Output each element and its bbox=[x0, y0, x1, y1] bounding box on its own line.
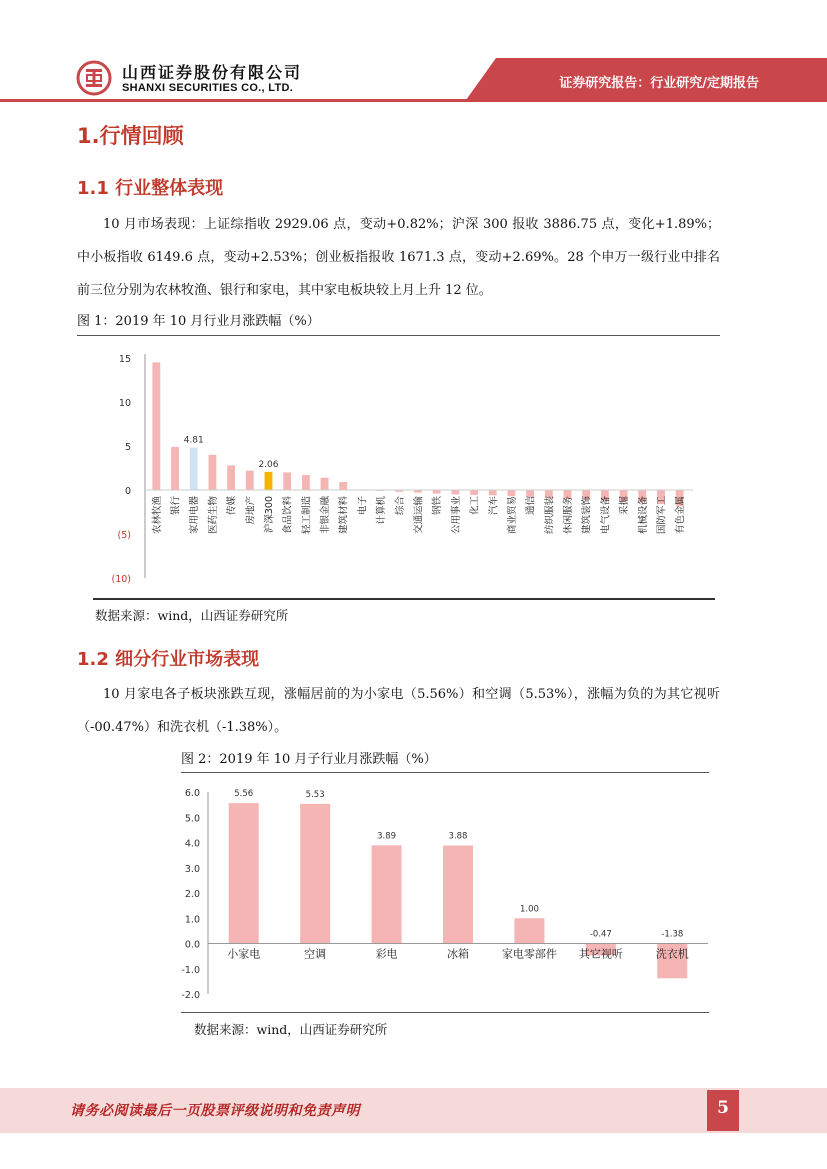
x-tick-label: 国防军工 bbox=[656, 496, 668, 535]
company-name-en: SHANXI SECURITIES CO., LTD. bbox=[122, 82, 294, 94]
x-tick-label: 建筑装饰 bbox=[581, 496, 593, 535]
x-tick-label: 通信 bbox=[525, 496, 537, 516]
x-tick-label: 休闲服务 bbox=[563, 496, 575, 535]
x-tick-label: 非银金融 bbox=[320, 496, 332, 535]
y-tick-label: 1.0 bbox=[184, 914, 200, 926]
x-tick-label: 家用电器 bbox=[189, 496, 201, 535]
figure-1-bottom-rule bbox=[93, 598, 715, 600]
data-label: 1.00 bbox=[519, 904, 539, 915]
bar bbox=[339, 482, 347, 490]
industry-monthly-change-chart bbox=[77, 340, 720, 598]
x-tick-label: 其它视听 bbox=[578, 947, 623, 961]
subsection-title-overall: 1.1 行业整体表现 bbox=[77, 178, 224, 199]
x-tick-label: 医药生物 bbox=[207, 496, 219, 535]
x-tick-label: 银行 bbox=[170, 496, 182, 516]
y-tick-label: 2.0 bbox=[184, 889, 200, 900]
figure-1-title: 图 1：2019 年 10 月行业月涨跌幅（%） bbox=[77, 314, 320, 329]
y-tick-label: 0 bbox=[124, 486, 131, 497]
subsection-title-segments: 1.2 细分行业市场表现 bbox=[77, 649, 260, 670]
bar bbox=[190, 448, 198, 490]
x-tick-label: 纺织服装 bbox=[544, 496, 556, 535]
bar bbox=[443, 846, 473, 944]
bar bbox=[208, 455, 216, 490]
bar bbox=[372, 845, 402, 943]
bar bbox=[300, 804, 330, 944]
bar bbox=[302, 475, 310, 490]
y-tick-label: 4.0 bbox=[184, 838, 200, 850]
figure-1-source: 数据来源：wind，山西证券研究所 bbox=[95, 608, 289, 623]
y-tick-label: 10 bbox=[118, 398, 131, 409]
x-tick-label: 有色金属 bbox=[675, 496, 687, 535]
x-tick-label: 轻工制造 bbox=[301, 496, 313, 535]
y-tick-label: 0.0 bbox=[184, 939, 200, 951]
figure-2-title: 图 2：2019 年 10 月子行业月涨跌幅（%） bbox=[181, 752, 437, 767]
subsector-monthly-change-chart bbox=[160, 778, 712, 1010]
bar bbox=[229, 803, 259, 943]
bar bbox=[321, 478, 329, 490]
page-header bbox=[0, 0, 827, 110]
figure-2-source: 数据来源：wind，山西证券研究所 bbox=[194, 1022, 388, 1037]
bar bbox=[489, 490, 497, 495]
x-tick-label: 沪深300 bbox=[263, 496, 275, 534]
figure-1-top-rule bbox=[77, 335, 720, 336]
report-type-label: 证券研究报告：行业研究/定期报告 bbox=[559, 76, 759, 91]
y-tick-label: -1.0 bbox=[181, 964, 200, 976]
company-logo-icon bbox=[76, 60, 112, 96]
data-label: 3.89 bbox=[377, 831, 397, 842]
x-tick-label: 化工 bbox=[469, 496, 481, 516]
y-tick-label: -2.0 bbox=[181, 990, 200, 1001]
x-tick-label: 汽车 bbox=[488, 496, 500, 516]
bar bbox=[283, 472, 291, 490]
data-label: 2.06 bbox=[258, 459, 279, 470]
data-label: 3.88 bbox=[448, 831, 468, 842]
x-tick-label: 综合 bbox=[394, 496, 406, 516]
x-tick-label: 计算机 bbox=[376, 496, 388, 525]
x-tick-label: 房地产 bbox=[245, 496, 257, 525]
x-tick-label: 商业贸易 bbox=[506, 496, 518, 535]
x-tick-label: 传媒 bbox=[226, 496, 238, 516]
x-tick-label: 电子 bbox=[357, 496, 369, 516]
y-tick-label: (10) bbox=[111, 574, 131, 585]
paragraph-market-overview: 10 月市场表现：上证综指收 2929.06 点，变动+0.82%；沪深 300 报收 3886.75 点，变化+1.89%；中小板指收 6149.6 点，变动+2.53%；创业板指报收 1671.3 点，变动+2.69%。28 个申万一级行业中排名前三位分别为农林牧渔、银行和家电，其中家电板块较上月上升 12 位。 bbox=[77, 217, 720, 298]
y-tick-label: 6.0 bbox=[184, 788, 200, 799]
bar bbox=[451, 490, 459, 494]
paragraph-segment-overview: 10 月家电各子板块涨跌互现，涨幅居前的为小家电（5.56%）和空调（5.53%），涨幅为负的为其它视听（-00.47%）和洗衣机（-1.38%）。 bbox=[77, 687, 720, 735]
y-tick-label: (5) bbox=[117, 530, 131, 541]
x-tick-label: 彩电 bbox=[375, 947, 398, 961]
page-number: 5 bbox=[717, 1098, 729, 1118]
x-tick-label: 小家电 bbox=[227, 947, 261, 961]
bar bbox=[246, 471, 254, 490]
bar bbox=[508, 490, 516, 496]
data-label: 4.81 bbox=[183, 435, 204, 446]
data-label: 5.56 bbox=[234, 789, 254, 800]
disclaimer-note: 请务必阅读最后一页股票评级说明和免责声明 bbox=[70, 1103, 360, 1119]
bar bbox=[227, 465, 235, 490]
x-tick-label: 家电零部件 bbox=[501, 947, 557, 961]
data-label: -1.38 bbox=[661, 929, 684, 940]
data-label: -0.47 bbox=[589, 929, 612, 940]
figure-2-top-rule bbox=[181, 772, 709, 773]
y-tick-label: 3.0 bbox=[184, 863, 200, 875]
section-title: 1.行情回顾 bbox=[77, 124, 184, 148]
x-tick-label: 钢铁 bbox=[432, 496, 444, 516]
x-tick-label: 洗衣机 bbox=[655, 947, 689, 961]
x-tick-label: 冰箱 bbox=[447, 947, 469, 961]
x-tick-label: 采掘 bbox=[619, 496, 631, 516]
x-tick-label: 机械设备 bbox=[637, 496, 649, 535]
company-name-cn: 山西证券股份有限公司 bbox=[122, 63, 303, 82]
bar bbox=[514, 918, 544, 943]
x-tick-label: 食品饮料 bbox=[282, 496, 294, 535]
bar bbox=[265, 472, 273, 490]
y-tick-label: 15 bbox=[118, 354, 131, 365]
x-tick-label: 农林牧渔 bbox=[151, 496, 163, 535]
x-tick-label: 电气设备 bbox=[600, 496, 612, 535]
x-tick-label: 公用事业 bbox=[450, 496, 462, 535]
x-tick-label: 空调 bbox=[304, 947, 327, 961]
x-tick-label: 交通运输 bbox=[413, 496, 425, 535]
bar bbox=[433, 490, 441, 494]
x-tick-label: 建筑材料 bbox=[338, 496, 350, 535]
y-tick-label: 5 bbox=[124, 442, 131, 453]
bar bbox=[152, 362, 160, 490]
bar bbox=[470, 490, 478, 495]
header-divider bbox=[0, 99, 827, 102]
data-label: 5.53 bbox=[305, 789, 325, 800]
bar bbox=[171, 447, 179, 490]
bar bbox=[526, 490, 534, 497]
y-tick-label: 5.0 bbox=[184, 813, 200, 825]
figure-2-bottom-rule bbox=[181, 1012, 709, 1013]
